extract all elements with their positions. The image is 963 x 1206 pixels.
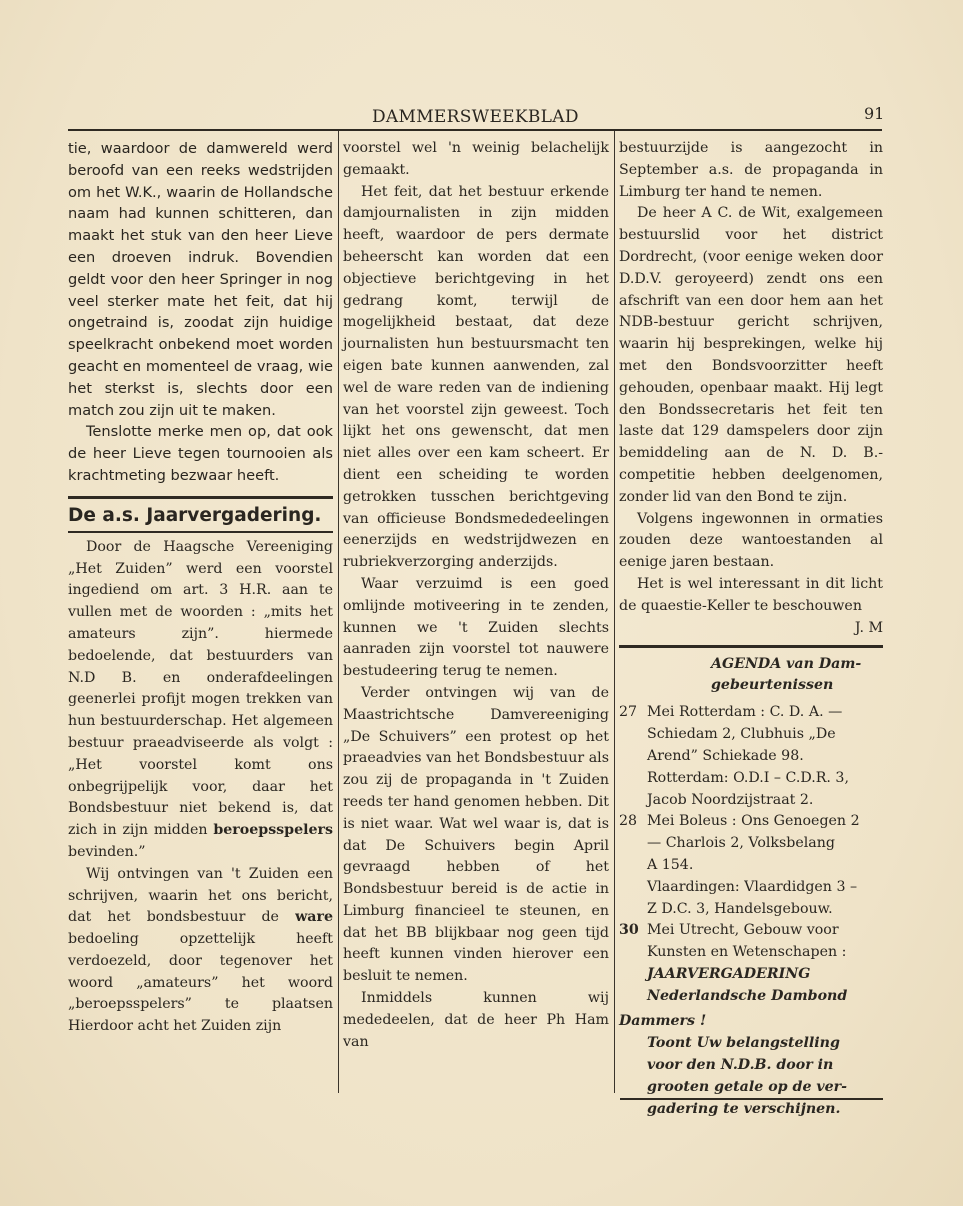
agenda-line: Mei Utrecht, Gebouw voor <box>647 922 839 939</box>
paragraph-text: Wij ontvingen van 't Zuiden een schrijven, waarin het ons bericht, dat het bondsbestuur de <box>68 865 333 926</box>
agenda-details <box>647 702 883 811</box>
section-rule <box>68 496 333 499</box>
agenda-details <box>647 811 883 920</box>
agenda-bottom-rule <box>620 1098 883 1100</box>
agenda-emphasis-line: Nederlandsche Dambond <box>647 987 848 1004</box>
article-paragraph: Waar verzuimd is een goed omlijnde motiveering in te zenden, kunnen we 't Zuiden slechts aanraden zijn voorstel tot nauwere bestudeering terug te nemen. <box>343 575 609 680</box>
agenda-entry <box>619 811 883 920</box>
agenda-line: Schiedam 2, Clubhuis „De <box>647 726 836 743</box>
agenda-line: Vlaardingen: Vlaardidgen 3 – <box>647 878 858 895</box>
article-paragraph: tie, waardoor de damwereld werd beroofd van een reeks wedstrijden om het W.K., waarin de Hollandsche naam had kunnen schitteren, dan maakt het stuk van den heer Lieve een droeven indruk. Bovendien geldt voor den heer Springer in nog veel sterker mate het feit, dat hij ongetraind is, zoodat zijn huidige speelkracht onbekend moet worden geacht en momenteel de vraag, wie het sterkst is, slechts door een match zou zijn uit te maken. <box>68 140 333 419</box>
article-paragraph: De heer A C. de Wit, exalgemeen bestuurslid voor het district Dordrecht, (voor eenige weken door D.D.V. geroyeerd) zendt ons een afschrift van een door hem aan het NDB-bestuur gericht schrijven, waarin hij besprekingen, welke hij met den Bondsvoorzitter heeft gehouden, openbaar maakt. Hij legt den Bondssecretaris het feit ten laste dat 129 damspelers door zijn bemiddeling aan de N. D. B.-competitie hebben deelgenomen, zonder lid van den Bond te zijn. <box>619 205 883 505</box>
article-paragraph: Volgens ingewonnen in ormaties zouden deze wantoestanden al eenige jaren bestaan. <box>619 510 883 571</box>
call-to-action-line: grooten getale op de ver- <box>647 1078 848 1095</box>
article-paragraph: bestuurzijde is aangezocht in September a.s. de propaganda in Limburg ter hand te nemen. <box>619 140 883 200</box>
agenda-line: Rotterdam: O.D.I – C.D.R. 3, <box>647 769 849 786</box>
agenda-entry <box>619 702 883 811</box>
agenda-day: 28 <box>619 813 638 830</box>
column-3 <box>619 138 883 1117</box>
article-paragraph: Tenslotte merke men op, dat ook de heer Lieve tegen tournooien als krachtmeting bezwaar heeft. <box>68 423 333 484</box>
article-paragraph: Het is wel interessant in dit licht de quaestie-Keller te beschouwen <box>619 575 883 614</box>
agenda-day: 27 <box>619 704 638 721</box>
article-paragraph: Verder ontvingen wij van de Maastrichtsche Damvereeniging „De Schuivers” een protest op het praeadvies van het Bondsbestuur als zou zij de propaganda in 't Zuiden reeds ter hand genomen hebben. Dit is niet waar. Wat wel waar is, dat is dat De Schuivers begin April gevraagd hebben of het Bondsbestuur bereid is de actie in Limburg financieel te steunen, en dat het BB blijkbaar nog geen tijd heeft kunnen vinden hierover een besluit te nemen. <box>343 684 609 985</box>
column-divider-2 <box>614 131 615 1093</box>
section-heading: De a.s. Jaarvergadering. <box>68 504 322 526</box>
paragraph-text: Door de Haagsche Vereeniging „Het Zuiden” werd een voorstel ingediend om art. 3 H.R. aan te vullen met de woorden : „mits het amateurs zijn”. hiermede bedoelende, dat bestuurders van N.D B. en onderafdeelingen geenerlei profijt mogen trekken van hun bestuurderschap. Het algemeen bestuur praeadviseerde als volgt : „Het voorstel komt ons onbegrijpelijk voor, daar het Bondsbestuur niet bekend is, dat zich in zijn midden <box>68 538 333 839</box>
article-paragraph <box>68 537 333 864</box>
emphasis-text: ware <box>295 909 333 926</box>
column-1 <box>68 138 333 1098</box>
heading-underline <box>68 531 333 533</box>
agenda-line: — Charlois 2, Volksbelang <box>647 835 835 852</box>
agenda-title <box>619 654 883 696</box>
article-paragraph: Inmiddels kunnen wij mededeelen, dat de heer Ph Ham van <box>343 990 609 1050</box>
agenda-emphasis-line: JAARVERGADERING <box>647 965 811 982</box>
call-to-action-body <box>619 1033 883 1120</box>
column-2 <box>343 138 609 1098</box>
agenda-line: Kunsten en Wetenschapen : <box>647 944 847 961</box>
agenda-title-line: AGENDA van Dam- <box>711 656 862 673</box>
author-signature: J. M <box>854 619 883 636</box>
paragraph-text: bedoeling opzettelijk heeft verdoezeld, door tegenover het woord „amateurs” het woord „beroepsspelers” te plaatsen Hierdoor acht het Zuiden zijn <box>68 931 333 1035</box>
header-rule <box>68 129 882 131</box>
agenda-line: Arend” Schiekade 98. <box>647 747 804 764</box>
agenda-line: Mei Rotterdam : C. D. A. — <box>647 704 843 721</box>
agenda-line: Mei Boleus : Ons Genoegen 2 <box>647 813 860 830</box>
article-paragraph: voorstel wel 'n weinig belachelijk gemaakt. <box>343 140 609 178</box>
agenda-entry <box>619 920 883 1007</box>
agenda-details <box>647 920 883 1007</box>
call-to-action-line: gadering te verschijnen. <box>647 1100 841 1117</box>
agenda-title-line: gebeurtenissen <box>711 677 834 694</box>
article-paragraph: Het feit, dat het bestuur erkende damjournalisten in zijn midden heeft, waardoor de pers dermate beheerscht kan worden dat een objectieve berichtgeving in het gedrang komt, terwijl de mogelijkheid bestaat, dat deze journalisten hun bestuursmacht ten eigen bate kunnen aanwenden, zal wel de ware reden van de indiening van het voorstel zijn geweest. Toch lijkt het ons gewenscht, dat men niet alles over een kam scheert. Er dient een scheiding te worden getrokken tusschen berichtgeving van officieuse Bondsmededeelingen eenerzijds en wedstrijdwezen en rubriekverzorging anderzijds. <box>343 183 609 571</box>
call-to-action-line: voor den N.D.B. door in <box>647 1057 834 1074</box>
agenda-rule <box>619 645 883 648</box>
agenda-line: Jacob Noordzijstraat 2. <box>647 791 814 808</box>
agenda-day: 30 <box>619 922 639 939</box>
call-to-action-line: Toont Uw belangstelling <box>647 1035 840 1052</box>
agenda-line: Z D.C. 3, Handelsgebouw. <box>647 900 833 917</box>
page-number: 91 <box>864 104 885 123</box>
article-paragraph <box>68 864 333 1038</box>
masthead-title: DAMMERSWEEKBLAD <box>372 107 579 127</box>
paragraph-text: bevinden.” <box>68 843 146 860</box>
emphasis-text: beroepsspelers <box>213 822 333 839</box>
call-to-action-heading: Dammers ! <box>619 1013 707 1030</box>
column-divider-1 <box>338 131 339 1093</box>
signature-line <box>619 618 883 640</box>
agenda-line: A 154. <box>647 856 694 873</box>
